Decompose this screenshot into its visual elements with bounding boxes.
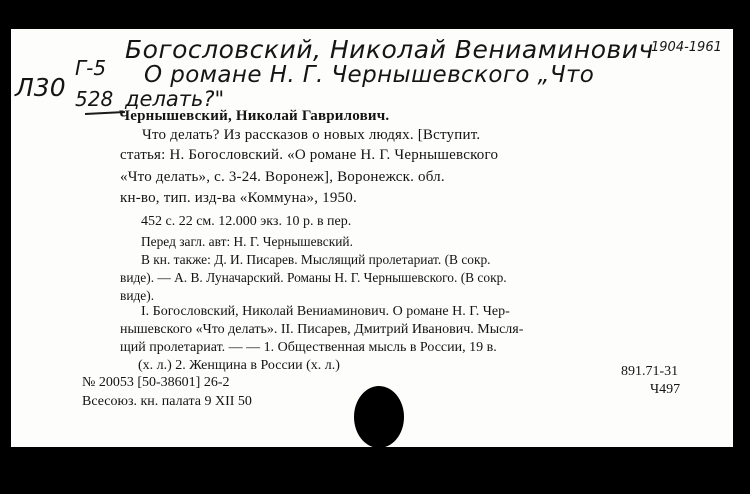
title-line-3: «Что делать», с. 3-24. Воронеж], Воронежск. обл. (120, 169, 445, 185)
note-line-3: виде). — А. В. Луначарский. Романы Н. Г. Чернышевского. (В сокр. (120, 270, 507, 285)
tracing-line-1: I. Богословский, Николай Вениаминович. О романе Н. Г. Чер- (141, 304, 510, 319)
handwritten-author: Богословский, Николай Вениаминович (125, 35, 654, 64)
tracing-line-4: (х. л.) 2. Женщина в России (х. л.) (138, 358, 340, 373)
shelf-mark-bottom: 528 (75, 87, 114, 111)
title-line-2: статья: Н. Богословский. «О романе Н. Г. Чернышевского (120, 147, 499, 163)
title-line-4: кн-во, тип. изд-ва «Коммуна», 1950. (120, 190, 357, 206)
handwritten-title-line1: О романе Н. Г. Чернышевского „Что (144, 62, 595, 88)
cutter-number: Ч497 (650, 382, 681, 397)
handwritten-title-line2: делать?" (125, 87, 225, 111)
catalog-card (11, 29, 733, 447)
punch-hole (354, 386, 404, 448)
physical-description: 452 с. 22 см. 12.000 экз. 10 р. в пер. (141, 214, 352, 229)
handwritten-years: 1904-1961 (651, 40, 722, 55)
tracing-line-3: щий пролетариат. — — 1. Общественная мысль в России, 19 в. (120, 340, 497, 355)
note-line-1: Перед загл. авт: Н. Г. Чернышевский. (141, 234, 353, 249)
note-line-4: виде). (120, 288, 155, 303)
shelf-mark: Л30 (15, 73, 66, 102)
card-heading: Чернышевский, Николай Гаврилович. (119, 108, 390, 124)
class-code: 891.71-31 (621, 364, 679, 379)
card-number: № 20053 [50-38601] 26-2 (82, 375, 230, 390)
title-line-1: Что делать? Из рассказов о новых людях. [Вступит. (142, 127, 481, 143)
shelf-mark-top: Г-5 (75, 56, 107, 80)
tracing-line-2: нышевского «Что делать». II. Писарев, Дмитрий Иванович. Мысля- (120, 322, 524, 337)
book-chamber: Всесоюз. кн. палата 9 XII 50 (82, 394, 252, 409)
note-line-2: В кн. также: Д. И. Писарев. Мыслящий пролетариат. (В сокр. (141, 252, 491, 267)
